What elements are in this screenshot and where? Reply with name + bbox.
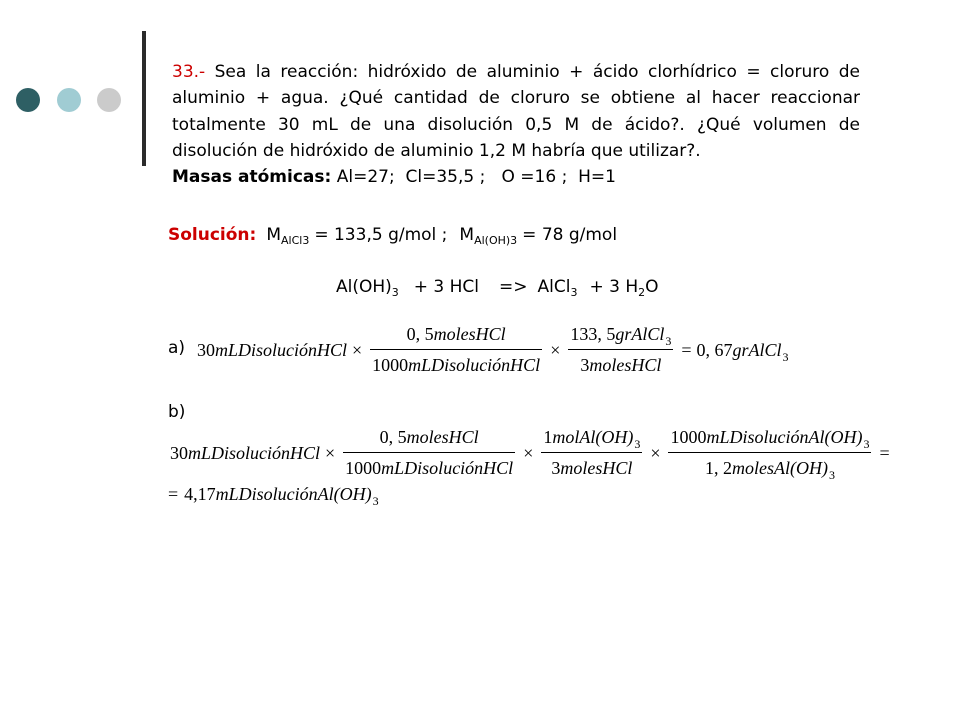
- reactant-formula: + 3 HCl: [413, 277, 480, 297]
- term-unit: molesHCl: [433, 324, 506, 344]
- part-b-label: b): [168, 402, 186, 422]
- reactant-formula: Al(OH): [336, 277, 392, 297]
- term-unit: grAlCl: [732, 339, 782, 360]
- lead-term: [197, 339, 347, 361]
- fraction: [367, 323, 545, 376]
- fraction: [538, 426, 645, 479]
- reactant-subscript: 3: [391, 286, 399, 299]
- term-coefficient: 1: [543, 427, 553, 447]
- term-coefficient: 1000: [345, 458, 382, 478]
- term-coefficient: 30: [170, 442, 188, 463]
- times-sign: ×: [550, 339, 561, 360]
- term-coefficient: 30: [197, 339, 215, 360]
- product-subscript: 3: [570, 286, 578, 299]
- product-subscript: 2: [638, 286, 646, 299]
- molar-mass-subscript: AlCl3: [281, 234, 310, 247]
- term-subscript: 3: [665, 334, 672, 348]
- product-formula-suffix: O: [645, 277, 659, 297]
- term-subscript: 3: [863, 437, 870, 451]
- reaction-arrow: =>: [499, 277, 528, 297]
- molar-mass-value: = 78 g/mol: [522, 225, 618, 245]
- term-unit: mLDisoluciónHCl: [188, 442, 321, 463]
- solution-label: Solución:: [168, 225, 257, 245]
- term-coefficient: 0, 5: [379, 427, 407, 447]
- problem-line: aluminio + agua. ¿Qué cantidad de cloruro se obtiene al hacer reaccionar: [172, 88, 860, 109]
- term-unit: molesHCl: [406, 427, 479, 447]
- fraction-denominator: [578, 350, 663, 376]
- term-unit: grAlCl: [615, 324, 665, 344]
- problem-number: 33.-: [172, 62, 206, 82]
- term-coefficient: 1, 2: [704, 458, 732, 478]
- fraction: [565, 323, 676, 376]
- term-unit: mLDisoluciónHCl: [215, 339, 348, 360]
- fraction-numerator: [568, 323, 673, 349]
- decorative-circle-light-blue: [57, 88, 81, 112]
- problem-line: totalmente 30 mL de una disolución 0,5 M de ácido?. ¿Qué volumen de: [172, 114, 860, 135]
- times-sign: ×: [650, 442, 661, 463]
- atomic-masses-label: Masas atómicas:: [172, 167, 332, 188]
- decorative-vertical-bar: [142, 31, 146, 166]
- term-subscript: 3: [782, 349, 789, 364]
- chemical-reaction: [336, 274, 659, 302]
- times-sign: ×: [523, 442, 534, 463]
- times-sign: ×: [352, 339, 363, 360]
- lead-term: [170, 442, 320, 464]
- term-coefficient: 1000: [372, 355, 409, 375]
- fraction-numerator: [378, 426, 481, 452]
- result-term: [184, 483, 379, 508]
- solution-line: [168, 222, 617, 250]
- equation-a: [197, 323, 789, 376]
- fraction: [665, 426, 874, 482]
- product-formula: AlCl: [537, 277, 571, 297]
- term-unit: molAl(OH): [552, 427, 634, 447]
- problem-line-text: Sea la reacción: hidróxido de aluminio + ácido clorhídrico = cloruro de: [214, 62, 861, 82]
- fraction: [340, 426, 518, 479]
- fraction-denominator: [343, 453, 515, 479]
- equals-sign: =: [879, 442, 890, 463]
- term-unit: mLDisoluciónHCl: [408, 355, 541, 375]
- result-term: [696, 339, 789, 364]
- part-a-label: a): [168, 338, 186, 358]
- term-subscript: 3: [634, 437, 641, 451]
- equals-sign: =: [168, 484, 179, 504]
- term-coefficient: 1000: [670, 427, 707, 447]
- term-coefficient: 3: [551, 458, 561, 478]
- equation-b-line-2: [168, 483, 379, 508]
- equation-b-line-1: [170, 426, 895, 482]
- term-unit: mLDisoluciónHCl: [381, 458, 514, 478]
- term-coefficient: 3: [580, 355, 590, 375]
- molar-mass-value: = 133,5 g/mol ;: [314, 225, 448, 245]
- term-unit: mLDisoluciónAl(OH): [706, 427, 863, 447]
- atomic-masses: [172, 164, 860, 190]
- decorative-circle-dark-teal: [16, 88, 40, 112]
- problem-line: [172, 59, 860, 85]
- fraction-denominator: [549, 453, 634, 479]
- fraction-denominator: [370, 350, 542, 376]
- term-coefficient: 0, 5: [406, 324, 434, 344]
- term-subscript: 3: [372, 494, 379, 508]
- fraction-numerator: [668, 426, 871, 452]
- fraction-numerator: [405, 323, 508, 349]
- molar-mass-subscript: Al(OH)3: [474, 234, 518, 247]
- equals-sign: =: [681, 339, 692, 360]
- molar-mass-symbol: M: [459, 225, 475, 245]
- product-formula: + 3 H: [589, 277, 639, 297]
- problem-statement: [172, 59, 860, 190]
- term-subscript: 3: [828, 468, 835, 482]
- decorative-circle-light-gray: [97, 88, 121, 112]
- term-unit: mLDisoluciónAl(OH): [215, 484, 372, 504]
- atomic-masses-values: Al=27; Cl=35,5 ; O =16 ; H=1: [336, 167, 616, 188]
- problem-line: disolución de hidróxido de aluminio 1,2 M habría que utilizar?.: [172, 140, 701, 161]
- term-unit: molesHCl: [589, 355, 662, 375]
- term-coefficient: 133, 5: [570, 324, 616, 344]
- term-coefficient: 4,17: [184, 484, 216, 504]
- term-unit: molesAl(OH): [731, 458, 828, 478]
- fraction-numerator: [541, 426, 642, 452]
- times-sign: ×: [325, 442, 336, 463]
- molar-mass-symbol: M: [266, 225, 282, 245]
- term-unit: molesHCl: [560, 458, 633, 478]
- term-coefficient: 0, 67: [696, 339, 733, 360]
- fraction-denominator: [703, 453, 837, 482]
